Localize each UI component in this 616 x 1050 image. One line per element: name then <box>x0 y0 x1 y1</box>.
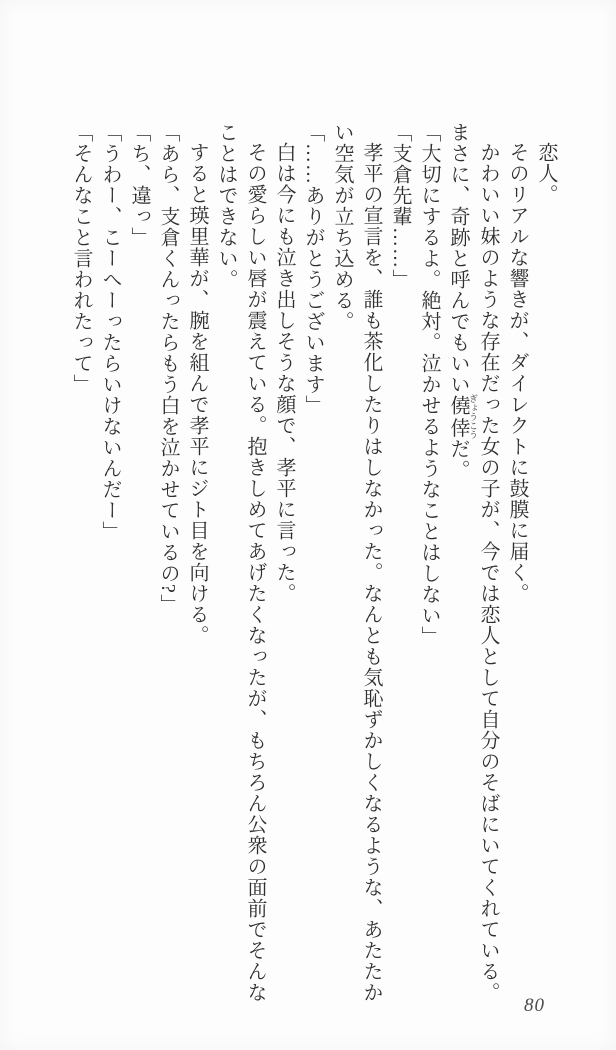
paragraph: そのリアルな響きが、ダイレクトに鼓膜に届く。 <box>506 142 528 604</box>
paragraph: 「支倉先輩……」 <box>389 122 411 290</box>
page-number: 80 <box>524 995 545 1016</box>
paragraph: 孝平の宣言を、誰も茶化したりはしなかった。なんとも気恥ずかしくなるような、あたたかい空気が立ち込める。 <box>331 122 382 1003</box>
paragraph: 「そんなこと言われたって」 <box>70 122 92 395</box>
page-text <box>56 122 560 1010</box>
paragraph: 「うわー、こーへーったらいけないんだー」 <box>99 122 121 542</box>
paragraph: すると瑛里華が、腕を組んで孝平にジト目を向ける。 <box>186 142 208 646</box>
paragraph: 「ち、違っ」 <box>128 122 150 248</box>
paragraph: 恋人。 <box>535 142 557 205</box>
paragraph: その愛らしい唇が震えている。抱きしめてあげたくなったが、もちろん公衆の面前でそんなことはできない。 <box>215 122 266 1003</box>
furigana-ruby: 僥倖 ぎょうこう <box>447 394 478 440</box>
paragraph: 「……ありがとうございます」 <box>302 122 324 416</box>
paragraph: かわいい妹のような存在だった女の子が、今では恋人として自分のそばにいてくれている。まさに、奇跡と呼んでもいい僥倖 ぎょうこうだ。 <box>447 122 499 1003</box>
paragraph: 「大切にするよ。絶対。泣かせるようなことはしない」 <box>418 122 440 647</box>
paragraph: 白は今にも泣き出しそうな顔で、孝平に言った。 <box>273 142 295 604</box>
paragraph: 「あら、支倉くんったらもう白を泣かせているの?」 <box>157 122 179 615</box>
